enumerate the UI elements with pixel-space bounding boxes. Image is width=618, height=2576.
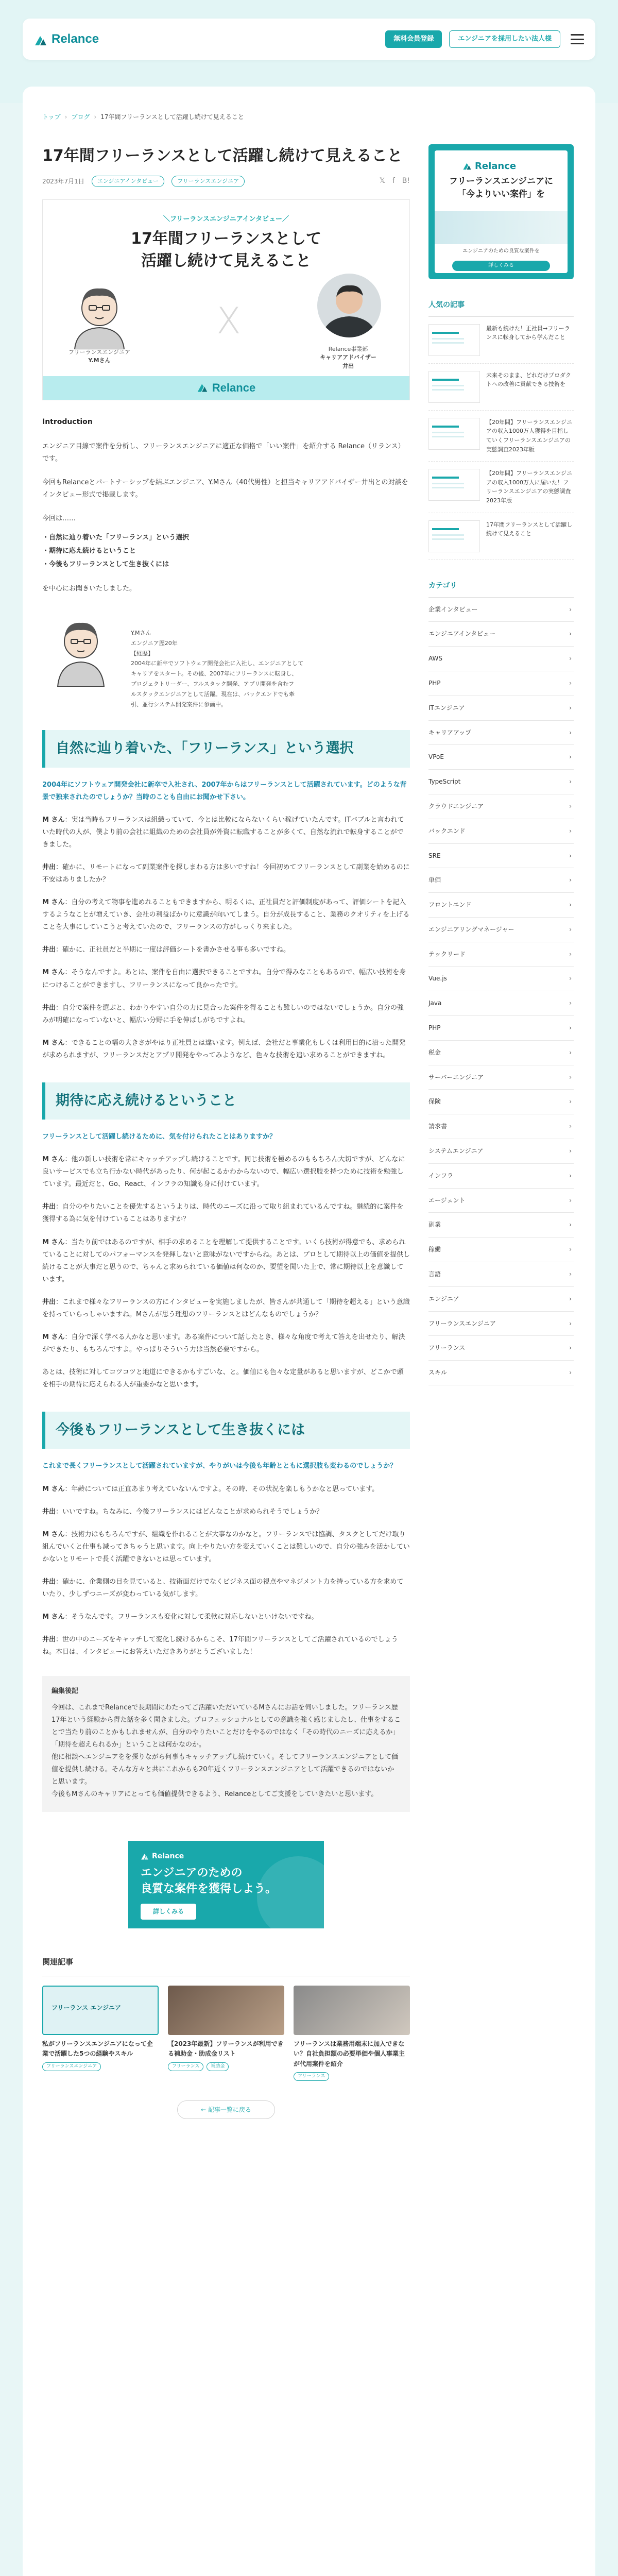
interview-question: これまで長くフリーランスとして活躍されていますが、やりがいは今後も年齢とともに選択肢も変わるのでしょうか？ <box>42 1462 397 1470</box>
category-item[interactable] <box>428 696 574 721</box>
back-to-list-button[interactable]: ← 記事一覧に戻る <box>177 2100 275 2119</box>
hero-left-person: フリーランスエンジニア Y.Mさん <box>68 348 130 364</box>
category-item[interactable] <box>428 868 574 893</box>
category-item[interactable] <box>428 1312 574 1336</box>
cta-button[interactable]: 詳しくみる <box>141 1904 196 1919</box>
sidebar-banner[interactable] <box>428 144 574 279</box>
popular-title: 最新も続けた！正社員→フリーランスに転身してから学んだこと <box>486 325 570 341</box>
corporate-button[interactable]: エンジニアを採用したい法人様 <box>449 30 560 48</box>
hamburger-menu-icon[interactable] <box>571 34 584 44</box>
category-label: エンジニアリングマネージャー <box>428 925 514 933</box>
hero-image <box>42 199 410 400</box>
breadcrumb-current: 17年間フリーランスとして活躍し続けて見えること <box>100 113 244 121</box>
category-label: Java <box>428 999 442 1007</box>
related-tags: フリーランスエンジニア <box>42 2062 159 2071</box>
category-item[interactable] <box>428 844 574 869</box>
related-list <box>42 1986 410 2081</box>
hero-right-person: Relance事業部 キャリアアドバイザー 井出 <box>320 345 382 369</box>
chevron-right-icon: › <box>569 1024 572 1032</box>
category-label: エンジニアインタビュー <box>428 630 496 638</box>
section-heading: 今後もフリーランスとして生き抜くには <box>42 1412 410 1449</box>
chevron-right-icon: › <box>569 1221 572 1229</box>
interview-answer: M さん：できることの幅の大きさがやはり正社員とは違います。例えば、会社だと事業化もしくは利用目的に沿った開発が求められますが、フリーランスだとアプリ開発をやってみようなど、色々な技術を追い求めることができますね。 <box>42 1039 406 1059</box>
editor-note-body: 今回は、これまでRelanceで長期間にわたってご活躍いただいているMさんにお話を伺いしました。フリーランス歴17年という経験から得た話を多く聞きました。プロフェッショナルとしての意識を強く感じましたし、仕事をすることで当たり前のことかもしれませんが、自分のやりたいことだけをやるのではなく「その時代のニーズに応えるか」「期待を超えられるか」ということは何かなのか。 <box>52 1704 401 1749</box>
interview-answer: 井出：確かに、正社員だと半期に一度は評価シートを書かさせる事も多いですね。 <box>42 946 290 954</box>
category-item[interactable] <box>428 1361 574 1385</box>
intro-paragraph: 今回もRelanceとパートナーシップを結ぶエンジニア、Y.Mさん（40代男性）と担当キャリアアドバイザー井出との対談をインタビュー形式で掲載します。 <box>42 478 408 499</box>
breadcrumb-separator: › <box>64 113 67 121</box>
breadcrumb <box>42 111 244 123</box>
category-label: 副業 <box>428 1221 441 1229</box>
category-item[interactable] <box>428 1041 574 1065</box>
popular-item[interactable] <box>428 411 574 462</box>
category-label: PHP <box>428 1024 441 1032</box>
interview-question: 2004年にソフトウェア開発会社に新卒で入社され、2007年からはフリーランスとして活躍されています。どのような背景で独来されたのでしょうか？当時のことも自由にお聞かせ下さい。 <box>42 781 407 801</box>
page-card <box>23 87 595 2576</box>
popular-item[interactable] <box>428 462 574 513</box>
category-label: VPoE <box>428 753 444 761</box>
sidebar-banner-caption: エンジニアのための良質な案件を <box>462 248 540 254</box>
category-item[interactable] <box>428 794 574 819</box>
header-actions <box>385 30 584 48</box>
interview-answer: M さん：年齢については正直あまり考えていないんですよ。その時、その状況を楽しもうかなと思っています。 <box>42 1485 379 1493</box>
popular-heading: 人気の記事 <box>428 299 574 317</box>
category-label: キャリアアップ <box>428 728 472 736</box>
category-item[interactable] <box>428 967 574 991</box>
category-item[interactable] <box>428 1238 574 1262</box>
list-item: ・自然に辿り着いた「フリーランス」という選択 <box>42 534 190 542</box>
article <box>42 144 410 2119</box>
category-item[interactable] <box>428 918 574 942</box>
category-label: テックリード <box>428 950 466 958</box>
chevron-right-icon: › <box>569 679 572 687</box>
chevron-right-icon: › <box>569 1369 572 1377</box>
chevron-right-icon: › <box>569 1123 572 1130</box>
category-item[interactable] <box>428 1114 574 1139</box>
popular-thumbnail <box>428 469 480 501</box>
interview-answer: M さん：自分の考えて物事を進めれることもできますから、明るくは、正社員だと評価制度があって、評価シートを記入するようなことが増えていき、会社の利益ばかりに意識が向いてしまう。自分が成長すること、業務のクオリティを上げることを大事にしていこうと考えていたので、フリーランスの方がしっくり来ました。 <box>42 899 410 931</box>
category-item[interactable] <box>428 770 574 794</box>
category-label: 税金 <box>428 1048 441 1056</box>
section-heading: 期待に応え続けるということ <box>42 1082 410 1120</box>
intro-paragraph: 今回は…… <box>42 514 76 522</box>
cta-banner[interactable] <box>128 1841 324 1928</box>
chevron-right-icon: › <box>569 1295 572 1302</box>
category-item[interactable] <box>428 1262 574 1287</box>
signup-button[interactable]: 無料会員登録 <box>385 30 442 48</box>
site-logo[interactable] <box>34 28 99 50</box>
chevron-right-icon: › <box>569 1196 572 1204</box>
category-item[interactable] <box>428 1164 574 1189</box>
popular-thumbnail <box>428 324 480 356</box>
section-heading: 自然に辿り着いた、「フリーランス」という選択 <box>42 730 410 768</box>
editor-note-title: 編集後記 <box>52 1687 79 1695</box>
category-label: PHP <box>428 679 441 687</box>
hatena-icon[interactable]: B! <box>402 177 410 185</box>
interview-answer: 井出：世の中のニーズをキャッチして変化し続けるからこそ、17年間フリーランスとしてご活躍されているのでしょうね。本日は、インタビューにお答えいただきありがとうございました！ <box>42 1635 398 1656</box>
category-item[interactable] <box>428 1090 574 1114</box>
breadcrumb-home[interactable]: トップ <box>42 113 61 121</box>
cta-logo: Relance <box>141 1850 184 1863</box>
editor-note-body: 他に相談へエンジニアをを探りながら何事もキャッチアップし続けていく。そしてフリーランスエンジニアとして価値を提供し続ける。そんな方々と共にこれからも20年近くフリーランスエンジニアとして活躍できるのではないかと思います。 <box>52 1753 399 1786</box>
popular-title: 【20年間】フリーランスエンジニアの収入1000万人獲得を目指していくフリーランスエンジニアの実態調査2023年版 <box>486 418 572 453</box>
category-item[interactable] <box>428 622 574 647</box>
sidebar-banner-photo <box>435 211 568 244</box>
interview-answer: 井出：確かに、リモートになって副業案件を探しまわる方は多いですね！今回初めてフリーランスとして副業を始めるのに不安はありましたか？ <box>42 863 410 884</box>
category-item[interactable] <box>428 647 574 671</box>
chevron-right-icon: › <box>569 852 572 859</box>
related-title: 私がフリーランスエンジニアになって企業で活躍した5つの経験やスキル <box>42 2040 153 2058</box>
interview-answer: M さん：他の新しい技術を常にキャッチアップし続けることです。同じ技術を極めるのももちろん大切ですが、どんなに良いサービスでも立ち行かない時代があったり、何が起こるかわからないので、幅広い選択肢を持つために技術を勉強しています。最近だと、Go、React、インフラの知識も身に付けています。 <box>42 1156 405 1189</box>
popular-thumbnail <box>428 418 480 450</box>
popular-item[interactable] <box>428 317 574 364</box>
category-label: スキル <box>428 1369 447 1377</box>
category-item[interactable] <box>428 1213 574 1238</box>
related-tags: フリーランス <box>294 2072 410 2081</box>
category-heading: カテゴリ <box>428 580 574 598</box>
category-label: エージェント <box>428 1196 466 1204</box>
article-meta <box>42 175 410 188</box>
popular-title: 17年間フリーランスとして活躍し続けて見えること <box>486 521 573 537</box>
interview-answer: M さん：実は当時もフリーランスは組織っていて、今とは比較にならないくらい稼げていたんです。ITバブルと言われていた時代の人が、僕より前の会社に組織のための会社員が外資に転職することが多くて、自然な流れで転身することができました。 <box>42 816 404 849</box>
logo-text: Relance <box>52 31 99 46</box>
interview-question: フリーランスとして活躍し続けるために、気を付けられたことはありますか？ <box>42 1133 277 1141</box>
breadcrumb-blog[interactable]: ブログ <box>71 113 90 121</box>
related-title: 【2023年最新】フリーランスが利用できる補助金・助成金リスト <box>168 2040 284 2058</box>
category-label: SRE <box>428 852 441 859</box>
category-item[interactable] <box>428 942 574 967</box>
chevron-right-icon: › <box>569 630 572 638</box>
category-label: Vue.js <box>428 975 447 982</box>
avatar <box>42 609 119 687</box>
chevron-right-icon: › <box>569 1270 572 1278</box>
chevron-right-icon: › <box>569 655 572 663</box>
interview-answer: M さん：当たり前ではあるのですが、相手の求めることを理解して提供することです。いくら技術が得意でも、求められていることに対してのパフォーマンスを発揮しないと意味がないですからね。あとは、プロとして期待以上の価値を提供し続けることが大事だと思うので、ちゃんと求められている価値は何なのか、要望を聞いた上で、常に期待以上を意識しています。 <box>42 1238 410 1283</box>
popular-thumbnail <box>428 371 480 403</box>
category-list <box>428 598 574 1386</box>
hero-title: 17年間フリーランスとして 活躍し続けて見えること <box>131 229 321 270</box>
interview-answer: 井出：自分のやりたいことを優先するというよりは、時代のニーズに沿って取り組まれているんですね。継続的に案件を獲得する為に気を付けていることはありますか？ <box>42 1203 404 1224</box>
interview-answer: 井出：自分で案件を選ぶと、わかりやすい自分の力に見合った案件を得ることも難しいのではないでしょうか。自分の強みが明確になっていないと、幅広い分野に手を伸ばしがちですよね。 <box>42 1004 404 1024</box>
chevron-right-icon: › <box>569 778 572 786</box>
category-item[interactable] <box>428 721 574 745</box>
facebook-icon[interactable]: f <box>392 177 395 185</box>
intro-label: Introduction <box>42 417 93 426</box>
popular-thumbnail <box>428 520 480 552</box>
logo-icon <box>462 162 472 171</box>
chevron-right-icon: › <box>569 1147 572 1155</box>
popular-title: 【20年間】フリーランスエンジニアの収入1000万人に届いた！フリーランスエンジニアの実態調査2023年版 <box>486 470 572 504</box>
category-item[interactable] <box>428 893 574 918</box>
chevron-right-icon: › <box>569 901 572 909</box>
chevron-right-icon: › <box>569 1048 572 1056</box>
category-item[interactable] <box>428 598 574 622</box>
category-item[interactable] <box>428 991 574 1016</box>
chevron-right-icon: › <box>569 925 572 933</box>
category-label: 言語 <box>428 1270 441 1278</box>
intro-paragraph: エンジニア目線で案件を分析し、フリーランスエンジニアに適正な価格で「いい案件」を紹介する Relance（リランス）です。 <box>42 442 405 463</box>
category-item[interactable] <box>428 819 574 844</box>
category-label: インフラ <box>428 1172 454 1179</box>
list-item: ・期待に応え続けるということ <box>42 547 136 555</box>
editor-note-body: 今後もMさんのキャリアにとっても価値提供できるよう、Relanceとしてご支援をしていきたいと思います。 <box>52 1790 378 1799</box>
chevron-right-icon: › <box>569 1344 572 1352</box>
related-card[interactable] <box>42 1986 159 2081</box>
article-date: 2023年7月1日 <box>42 177 84 185</box>
chevron-right-icon: › <box>569 1172 572 1179</box>
related-thumbnail <box>168 1986 284 2035</box>
popular-title: 未来そのまま、どれだけプロダクトへの改善に貢献できる技術を <box>486 371 571 388</box>
category-label: サーバーエンジニア <box>428 1073 484 1081</box>
category-label: TypeScript <box>428 778 461 786</box>
popular-item[interactable] <box>428 513 574 560</box>
category-label: 請求書 <box>428 1123 448 1130</box>
category-item[interactable] <box>428 1139 574 1164</box>
sidebar-banner-logo: Relance <box>462 158 516 175</box>
chevron-right-icon: › <box>569 753 572 761</box>
category-item[interactable] <box>428 1287 574 1312</box>
category-label: AWS <box>428 655 443 663</box>
interview-answer: M さん：技術力はもちろんですが、組織を作れることが大事なのかなと。フリーランスでは協調、タスクとしてだけ取り組んでいくと仕事も減ってきちゃうと思います。向上やりたい方を変えていくことは難しいので、自分の強みを活かしていかないとリモートで長く活躍できないとは思っています。 <box>42 1530 410 1563</box>
chevron-right-icon: › <box>569 1098 572 1106</box>
chevron-right-icon: › <box>569 802 572 810</box>
profile-text: Y.Mさん エンジニア歴20年 【経歴】 2004年に新卒でソフトウェア開発会社に入社し、エンジニアとして キャリアをスタート。その後、2007年にフリーランスに転身し、 プロジェクトリーダー、フルスタック開発、アプリ開発を含むフ ルスタックエンジニアとして活躍。現在は、バックエンドでも牽 引、並行システム開発案件に参画中。 <box>131 630 304 708</box>
sidebar-banner-inner <box>435 150 568 273</box>
chevron-right-icon: › <box>569 1246 572 1253</box>
chevron-right-icon: › <box>569 1073 572 1081</box>
interview-answer: M さん：そうなんですよ。あとは、案件を自由に選択できることですね。自分で得みなこともあるので、幅広い技術を身につけることができますし、フリーランスになって良かったです。 <box>42 969 406 989</box>
breadcrumb-separator: › <box>94 113 97 121</box>
interview-answer: M さん：自分で深く学べる人かなと思います。ある案件について話したとき、様々な角度で考えて答えを出せたり、解決ができたり、もちろんですよ。やっぱりそういう力は当然必要ですから。 <box>42 1333 405 1353</box>
sidebar <box>428 144 574 1385</box>
sidebar-banner-headline: フリーランスエンジニアに 「今よりいい案件」を <box>449 176 554 199</box>
hero-subtitle: ＼フリーランスエンジニアインタビュー／ <box>163 215 289 223</box>
category-label: バックエンド <box>428 827 466 835</box>
article-tag[interactable]: エンジニアインタビュー <box>92 176 164 187</box>
related-title: フリーランスは業務用端末に加入できない？自社負担額の必要単価や個人事業主が代用案件を紹介 <box>294 2040 405 2067</box>
interview-answer: M さん：そうなんです。フリーランスも変化に対して柔軟に対応しないといけないですね。 <box>42 1613 318 1621</box>
interview-answer: 井出：確かに、企業側の目を見ていると、技術面だけでなくビジネス面の視点やマネジメント力を持っている方を求めていたり、少しずつニーズが変わっている気がします。 <box>42 1578 404 1598</box>
chevron-right-icon: › <box>569 728 572 736</box>
category-item[interactable] <box>428 1336 574 1361</box>
chevron-right-icon: › <box>569 827 572 835</box>
sidebar-banner-button[interactable]: 詳しくみる <box>452 261 550 271</box>
article-tag[interactable]: フリーランスエンジニア <box>171 176 245 187</box>
chevron-right-icon: › <box>569 950 572 958</box>
popular-item[interactable] <box>428 364 574 411</box>
editor-note <box>42 1676 410 1812</box>
chevron-right-icon: › <box>569 999 572 1007</box>
category-label: ITエンジニア <box>428 704 465 711</box>
category-label: 企業インタビュー <box>428 605 478 613</box>
category-label: 保険 <box>428 1098 441 1106</box>
category-label: 単価 <box>428 876 441 884</box>
twitter-icon[interactable]: 𝕏 <box>379 177 385 185</box>
related-thumbnail <box>294 1986 410 2035</box>
chevron-right-icon: › <box>569 876 572 884</box>
cta-headline: エンジニアのための 良質な案件を獲得しよう。 <box>141 1867 277 1896</box>
profile-box <box>42 609 410 709</box>
logo-icon <box>34 32 47 46</box>
logo-icon <box>141 1853 149 1861</box>
category-item[interactable] <box>428 1065 574 1090</box>
category-label: フリーランスエンジニア <box>428 1319 496 1327</box>
share-buttons <box>380 175 410 188</box>
topic-list <box>42 531 410 571</box>
interview-answer: あとは、技術に対してコツコツと地道にできるかもすごいな、と。価値にも色々な定量があると思いますが、どこかで頭を相手の期待に応えられる人が重要かなと思います。 <box>42 1368 404 1388</box>
category-label: フロントエンド <box>428 901 472 909</box>
chevron-right-icon: › <box>569 975 572 982</box>
intro-paragraph: を中心にお聞きいたしました。 <box>42 585 136 593</box>
category-label: 稼働 <box>428 1246 441 1253</box>
category-item[interactable] <box>428 745 574 770</box>
interview-answer: 井出：いいですね。ちなみに、今後フリーランスにはどんなことが求められそうでしょうか？ <box>42 1507 323 1516</box>
category-label: クラウドエンジニア <box>428 802 484 810</box>
category-item[interactable] <box>428 1189 574 1213</box>
related-heading: 関連記事 <box>42 1955 410 1976</box>
related-thumbnail: フリーランス エンジニア <box>42 1986 159 2035</box>
category-item[interactable] <box>428 1016 574 1041</box>
chevron-right-icon: › <box>569 704 572 711</box>
logo-icon <box>197 382 208 394</box>
related-card[interactable] <box>294 1986 410 2081</box>
category-label: フリーランス <box>428 1344 466 1352</box>
related-tags: フリーランス 補助金 <box>168 2062 284 2071</box>
category-label: エンジニア <box>428 1295 459 1302</box>
hero-brand-band: Relance <box>43 376 409 400</box>
article-title: 17年間フリーランスとして活躍し続けて見えること <box>42 147 403 165</box>
related-card[interactable] <box>168 1986 284 2081</box>
site-header <box>23 19 595 60</box>
chevron-right-icon: › <box>569 605 572 613</box>
category-item[interactable] <box>428 671 574 696</box>
hero-x-mark: X <box>216 299 241 342</box>
category-label: システムエンジニア <box>428 1147 484 1155</box>
list-item: ・今後もフリーランスとして生き抜くには <box>42 561 169 569</box>
chevron-right-icon: › <box>569 1319 572 1327</box>
interview-answer: 井出：これまで様々なフリーランスの方にインタビューを実施しましたが、皆さんが共通して「期待を超える」という意識を持っていらっしゃいますね。Mさんが思う理想のフリーランスとはどんなものでしょうか？ <box>42 1298 410 1318</box>
